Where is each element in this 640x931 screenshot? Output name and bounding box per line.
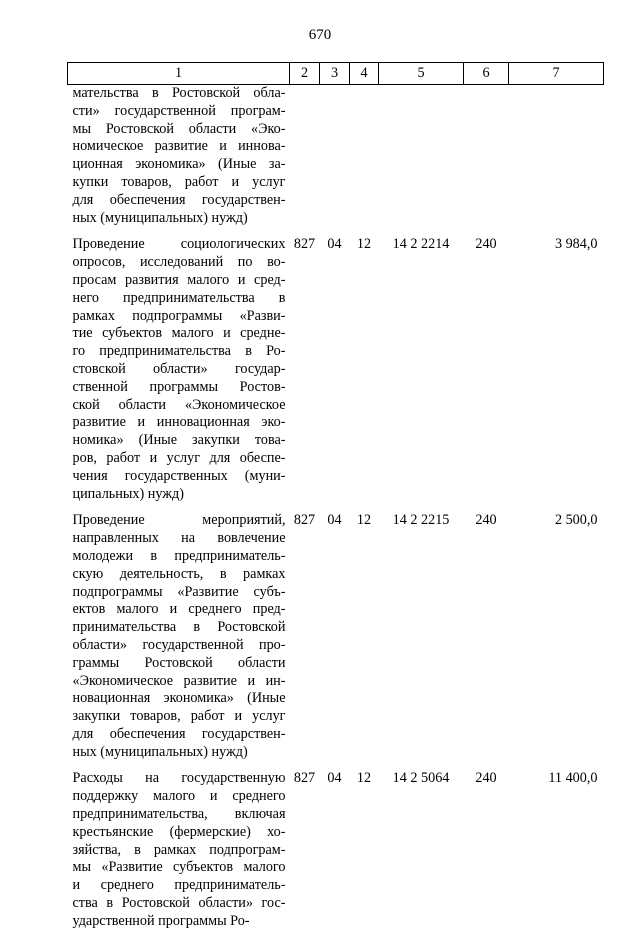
description-line: чения государственных (муни- [72, 467, 286, 484]
description-line: для обеспечения государствен- [72, 725, 286, 742]
description-line: ударственной программы Ро- [72, 912, 250, 929]
description-line: новационная экономика» (Иные [72, 690, 286, 707]
description-line: крестьянские (фермерские) хо- [72, 823, 286, 840]
description-line: граммы Ростовской области [72, 654, 286, 671]
description-line: ных (муниципальных) нужд) [72, 743, 248, 760]
description-line: номическое развитие и иннова- [72, 138, 286, 155]
subsection-code: 12 [356, 770, 372, 787]
description-line: развитие и инновационная эко- [72, 414, 286, 431]
section-code [320, 85, 350, 228]
description-line: Расходы на государственную [72, 770, 286, 787]
description-line: ров, работ и услуг для обеспе- [72, 449, 286, 466]
table-header-row [68, 63, 604, 85]
description-line: ектов малого и среднего пред- [72, 601, 286, 618]
description-line: мы «Развитие субъектов малого [72, 859, 286, 876]
table-row [68, 512, 604, 761]
description-line: ных (муниципальных) нужд) [72, 209, 248, 226]
page-number: 670 [308, 27, 332, 43]
description-line: закупки товаров, работ и услуг [72, 708, 286, 725]
amount: 11 400,0 [548, 770, 598, 787]
expense-type-code: 240 [475, 770, 497, 787]
target-article-code: 14 2 2215 [392, 512, 450, 529]
description-line: скую деятельность, в рамках [72, 565, 286, 582]
description-line: зяйства, в рамках подпрограм- [72, 841, 286, 858]
description-line: Проведение мероприятий, [72, 512, 286, 529]
description-line: для обеспечения государствен- [72, 191, 286, 208]
description-line: номика» (Иные закупки това- [72, 432, 286, 449]
description-line: молодежи в предприниматель- [72, 547, 286, 564]
subsection-code [350, 85, 379, 228]
ministry-code: 827 [293, 236, 316, 253]
expense-description [68, 236, 290, 503]
description-line: го предпринимательства в Ро- [72, 343, 286, 360]
description-line: ционная экономика» (Иные за- [72, 156, 286, 173]
target-article-code: 14 2 5064 [392, 770, 450, 787]
subsection-code: 12 [356, 512, 372, 529]
description-line: опросов, исследований по во- [72, 254, 286, 271]
amount: 2 500,0 [554, 512, 598, 529]
amount: 3 984,0 [554, 236, 598, 253]
description-line: Проведение социологических [72, 236, 286, 253]
row-spacer [68, 503, 604, 512]
row-spacer [68, 761, 604, 770]
description-line: просам развития малого и сред- [72, 271, 286, 288]
target-article-code [379, 85, 464, 228]
description-line: «Экономическое развитие и ин- [72, 672, 286, 689]
ministry-code: 827 [293, 770, 316, 787]
description-line: ственной программы Ростов- [72, 378, 286, 395]
description-line: ской области «Экономическое [72, 396, 286, 413]
description-line: направленных на вовлечение [72, 530, 286, 547]
description-line: ципальных) нужд) [72, 485, 184, 502]
table-body [68, 85, 604, 931]
amount [509, 85, 604, 228]
expense-type-code: 240 [475, 236, 497, 253]
description-line: тие субъектов малого и средне- [72, 325, 286, 342]
column-header-7: 7 [509, 63, 604, 85]
column-header-5: 5 [379, 63, 464, 85]
column-header-3: 3 [320, 63, 350, 85]
description-line: купки товаров, работ и услуг [72, 173, 286, 190]
expense-description [68, 512, 290, 761]
column-header-1: 1 [68, 63, 290, 85]
description-line: сти» государственной програм- [72, 102, 286, 119]
expense-description [68, 770, 290, 930]
description-line: рамках подпрограммы «Разви- [72, 307, 286, 324]
table-row [68, 236, 604, 503]
ministry-code [290, 85, 320, 228]
table-row [68, 770, 604, 930]
description-line: подпрограммы «Развитие субъ- [72, 583, 286, 600]
row-spacer [68, 227, 604, 236]
description-line: мы Ростовской области «Эко- [72, 120, 286, 137]
section-code: 04 [327, 512, 342, 529]
budget-table [67, 62, 604, 931]
description-line: предпринимательства, включая [72, 806, 286, 823]
section-code: 04 [327, 236, 342, 253]
column-header-6: 6 [464, 63, 509, 85]
ministry-code: 827 [293, 512, 316, 529]
description-line: принимательства в Ростовской [72, 619, 286, 636]
expense-description [68, 85, 290, 228]
description-line: ства в Ростовской области» гос- [72, 895, 286, 912]
expense-type-code [464, 85, 509, 228]
description-line: и среднего предприниматель- [72, 877, 286, 894]
description-line: мательства в Ростовской обла- [72, 85, 286, 101]
description-line: стовской области» государ- [72, 360, 286, 377]
column-header-2: 2 [290, 63, 320, 85]
subsection-code: 12 [356, 236, 372, 253]
description-line: него предпринимательства в [72, 289, 286, 306]
description-line: поддержку малого и среднего [72, 788, 286, 805]
description-line: области» государственной про- [72, 636, 286, 653]
target-article-code: 14 2 2214 [392, 236, 450, 253]
column-header-4: 4 [350, 63, 379, 85]
expense-type-code: 240 [475, 512, 497, 529]
table-row [68, 85, 604, 228]
section-code: 04 [327, 770, 342, 787]
